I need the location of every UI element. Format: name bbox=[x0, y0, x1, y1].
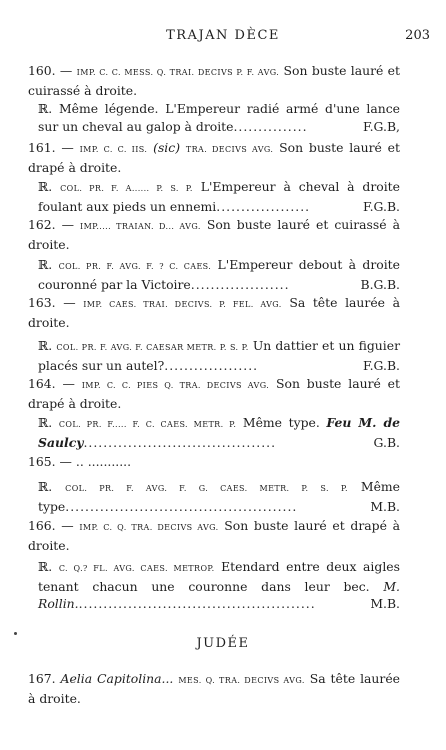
entry-dash: — bbox=[55, 376, 82, 391]
collector-name: M. Rollin. bbox=[38, 578, 400, 611]
reverse-legend: COL. PR. F..... F. C. CAES. METR. P. bbox=[58, 420, 237, 429]
coin-entry-160 bbox=[28, 62, 400, 99]
reverse-mark: ℝ. bbox=[38, 101, 53, 116]
obverse-description: Son buste lauré et drapé à droite. bbox=[28, 376, 400, 411]
leader-dots: ................... bbox=[164, 357, 259, 373]
coin-entry-167 bbox=[28, 670, 400, 707]
obverse-description: Son buste lauré et drapé à droite. bbox=[28, 518, 401, 553]
running-title: TRAJAN DÈCE bbox=[166, 28, 280, 43]
leader-dots: ................... bbox=[216, 198, 311, 214]
reverse-legend: COL. PR. F. AVG. F. CAESAR METR. P. S. P. bbox=[56, 343, 249, 352]
reverse-mark: ℝ. bbox=[38, 179, 53, 194]
reverse-mark: ℝ. bbox=[38, 338, 53, 353]
entry-number: 164. bbox=[28, 376, 56, 391]
collector-name: Feu M. de Saulcy bbox=[38, 415, 400, 450]
leader-dots: ................................................ bbox=[78, 596, 316, 611]
section-title: JUDÉE bbox=[196, 636, 250, 651]
coin-entry-161 bbox=[28, 139, 400, 176]
entry-dash: — bbox=[55, 454, 76, 469]
obverse-legend: IMP. C. Q. TRA. DECIVS AVG. bbox=[79, 523, 219, 532]
entry-number: 165. bbox=[28, 454, 56, 469]
reverse-description: Même type. bbox=[236, 415, 327, 430]
entry-dash: — bbox=[55, 63, 77, 78]
sic-note: (sic) bbox=[153, 140, 181, 155]
coin-entry-164 bbox=[28, 375, 400, 412]
mint-name: Aelia Capitolina... bbox=[60, 671, 174, 686]
reverse-entry-166 bbox=[38, 558, 400, 613]
coin-entry-163 bbox=[28, 294, 400, 331]
reverse-description: L'Empereur debout à droite couronné par la Victoire bbox=[38, 257, 400, 292]
entry-number: 161. bbox=[28, 140, 56, 155]
obverse-description: Son buste lauré et drapé à droite. bbox=[28, 140, 400, 175]
collection-reference: B.G.B. bbox=[360, 276, 400, 292]
reverse-entry-160 bbox=[38, 100, 400, 135]
obverse-legend: MES. Q. TRA. DECIVS AVG. bbox=[178, 676, 305, 685]
reverse-entry-161 bbox=[38, 178, 400, 215]
obverse-legend-b: TRA. DECIVS AVG. bbox=[185, 145, 274, 154]
coin-entry-166 bbox=[28, 517, 400, 554]
reverse-entry-165 bbox=[38, 478, 400, 515]
entry-number: 166. bbox=[28, 518, 56, 533]
reverse-legend: COL. PR. F. AVG. F. ? C. CAES. bbox=[58, 262, 212, 271]
obverse-legend-a: IMP. C. C. IIS. bbox=[79, 145, 148, 154]
collection-reference: G.B. bbox=[373, 434, 400, 450]
obverse-description: Son buste lauré et cuirassé à droite. bbox=[28, 63, 400, 98]
obverse-legend: IMP..... TRAIAN. D... AVG. bbox=[80, 222, 201, 231]
reverse-description: Etendard entre deux aigles tenant chacun une couronne dans leur bec. bbox=[38, 559, 400, 594]
obverse-description: Sa tête laurée à droite. bbox=[28, 295, 400, 330]
leader-dots: .................... bbox=[190, 276, 290, 292]
reverse-mark: ℝ. bbox=[38, 559, 53, 574]
obverse-legend: IMP. CAES. TRAI. DECIVS. P. FEL. AVG. bbox=[83, 300, 282, 309]
leader-dots: ....................................... bbox=[83, 434, 277, 450]
entry-dash: — bbox=[55, 295, 84, 310]
page-number: 203 bbox=[405, 28, 430, 43]
entry-number: 162. bbox=[28, 217, 56, 232]
reverse-legend: C. Q.? FL. AVG. CAES. METROP. bbox=[58, 564, 215, 573]
reverse-description: Même légende. L'Empereur radié armé d'une lance sur un cheval au galop à droite bbox=[38, 101, 400, 134]
coin-entry-162 bbox=[28, 216, 400, 253]
entry-dash: — bbox=[55, 140, 80, 155]
reverse-legend: COL. PR. F. AVG. F. G. CAES. METR. P. S. P. bbox=[65, 484, 348, 493]
collection-reference: M.B. bbox=[370, 498, 400, 514]
leader-dots: ............................................... bbox=[65, 498, 298, 514]
reverse-mark: ℝ. bbox=[38, 415, 53, 430]
reverse-description: Même type bbox=[38, 479, 400, 514]
reverse-entry-162 bbox=[38, 256, 400, 293]
collection-reference: F.G.B, bbox=[362, 118, 400, 134]
obverse-description: Sa tête laurée à droite. bbox=[28, 671, 400, 706]
entry-dash: — bbox=[55, 518, 80, 533]
leader-dots: ............... bbox=[233, 118, 308, 134]
reverse-mark: ℝ. bbox=[38, 479, 53, 494]
reverse-description: L'Empereur à cheval à droite foulant aux pieds un ennemi bbox=[38, 179, 400, 214]
margin-speck bbox=[14, 632, 17, 635]
obverse-legend: IMP. C. C. MESS. Q. TRAI. DECIVS P. F. AVG. bbox=[76, 68, 280, 77]
collection-reference: F.G.B. bbox=[362, 357, 400, 373]
reverse-legend: COL. PR. F. A...... P. S. P. bbox=[60, 184, 193, 193]
reverse-description: Un dattier et un figuier placés sur un autel? bbox=[38, 338, 400, 373]
coin-entry-165 bbox=[28, 453, 400, 471]
reverse-mark: ℝ. bbox=[38, 257, 53, 272]
reverse-entry-163 bbox=[38, 337, 400, 374]
blank-leader: .. ........... bbox=[75, 454, 132, 469]
obverse-description: Son buste lauré et cuirassé à droite. bbox=[28, 217, 400, 252]
entry-number: 167. bbox=[28, 671, 56, 686]
entry-dash: — bbox=[55, 217, 81, 232]
obverse-legend: IMP. C. C. PIES Q. TRA. DECIVS AVG. bbox=[81, 381, 270, 390]
collection-reference: F.G.B. bbox=[362, 198, 400, 214]
reverse-entry-164 bbox=[38, 414, 400, 451]
entry-number: 163. bbox=[28, 295, 56, 310]
entry-number: 160. bbox=[28, 63, 56, 78]
collection-reference: M.B. bbox=[370, 596, 400, 611]
